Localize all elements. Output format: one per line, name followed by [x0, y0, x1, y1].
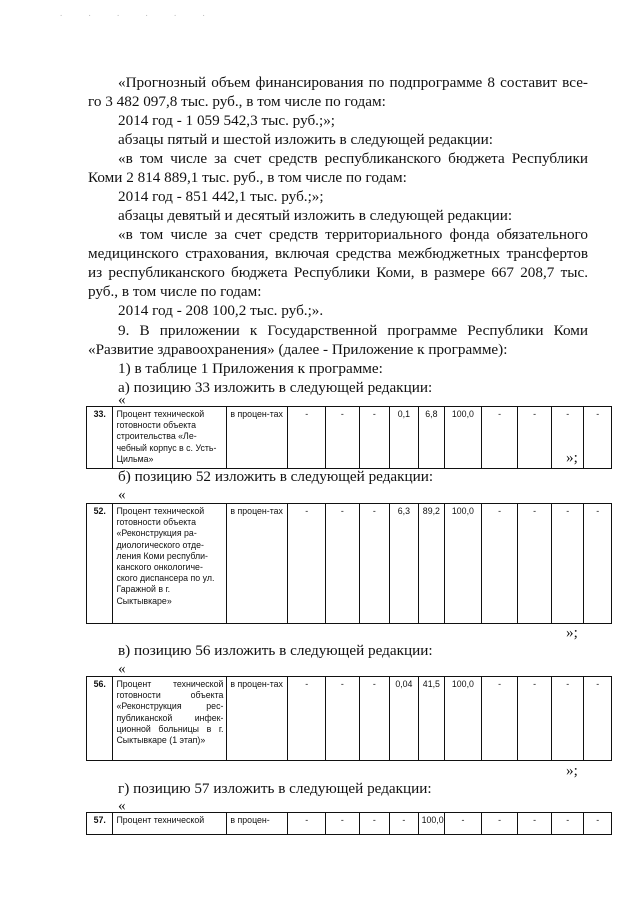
- paragraph-line: «в том числе за счет средств республиканского бюджета Республики: [118, 150, 588, 167]
- open-quote: «: [118, 391, 126, 408]
- value-cell: 0,1: [390, 407, 418, 469]
- paragraph-line: «Прогнозный объем финансирования по подпрограмме 8 составит все-: [118, 74, 588, 91]
- paragraph-line: г) позицию 57 изложить в следующей редакции:: [118, 780, 432, 797]
- paragraph-line: медицинского страхования, включая средства межбюджетных трансфертов: [88, 245, 588, 262]
- open-quote: «: [118, 797, 126, 814]
- close-quote: »;: [566, 624, 578, 641]
- value-cell: 100,0: [445, 504, 482, 624]
- value-cell: -: [481, 407, 518, 469]
- paragraph-line: руб., в том числе по годам:: [88, 283, 262, 300]
- indicator-name: Процент технической готовности объекта строительства «Ле-чебный корпус в с. Усть-Цильма»: [113, 407, 227, 469]
- value-cell: -: [481, 813, 518, 835]
- position-number: 52.: [87, 504, 113, 624]
- paragraph-line: 1) в таблице 1 Приложения к программе:: [118, 360, 383, 377]
- value-cell: -: [551, 677, 584, 761]
- table-row: [87, 677, 612, 761]
- position-number: 33.: [87, 407, 113, 469]
- value-cell: -: [551, 407, 584, 469]
- value-cell: -: [445, 813, 482, 835]
- value-cell: -: [481, 504, 518, 624]
- value-cell: 0,04: [390, 677, 418, 761]
- position-table-52: [86, 503, 612, 624]
- value-cell: -: [518, 504, 552, 624]
- unit-cell: в процен-тах: [227, 504, 288, 624]
- scan-specks: . . . . . .: [60, 8, 217, 18]
- open-quote: «: [118, 660, 126, 677]
- value-cell: -: [518, 813, 552, 835]
- position-number: 56.: [87, 677, 113, 761]
- value-cell: 6,3: [390, 504, 418, 624]
- table-row: [87, 813, 612, 835]
- value-cell: -: [326, 677, 360, 761]
- value-cell: -: [326, 813, 360, 835]
- value-cell: -: [584, 677, 612, 761]
- value-cell: 100,0: [445, 677, 482, 761]
- unit-cell: в процен-: [227, 813, 288, 835]
- paragraph-line: б) позицию 52 изложить в следующей редакции:: [118, 468, 434, 485]
- value-cell: -: [288, 677, 326, 761]
- value-cell: -: [481, 677, 518, 761]
- paragraph-line: «в том числе за счет средств территориального фонда обязательного: [118, 226, 588, 243]
- paragraph-line: го 3 482 097,8 тыс. руб., в том числе по годам:: [88, 93, 386, 110]
- indicator-name: Процент технической готовности объекта «Реконструкция рес-публиканской инфек-ционной больницы в г. Сыктывкаре (1 этап)»: [113, 677, 227, 761]
- value-cell: -: [584, 407, 612, 469]
- paragraph-line: 2014 год - 851 442,1 тыс. руб.;»;: [118, 188, 324, 205]
- value-cell: -: [288, 407, 326, 469]
- paragraph-line: Коми 2 814 889,1 тыс. руб., в том числе по годам:: [88, 169, 407, 186]
- paragraph-line: 9. В приложении к Государственной программе Республики Коми: [118, 322, 588, 339]
- paragraph-line: а) позицию 33 изложить в следующей редакции:: [118, 379, 433, 396]
- value-cell: -: [359, 407, 390, 469]
- open-quote: «: [118, 486, 126, 503]
- unit-cell: в процен-тах: [227, 677, 288, 761]
- value-cell: -: [288, 813, 326, 835]
- value-cell: -: [584, 504, 612, 624]
- paragraph-line: «Развитие здравоохранения» (далее - Приложение к программе):: [88, 341, 508, 358]
- value-cell: -: [551, 504, 584, 624]
- unit-cell: в процен-тах: [227, 407, 288, 469]
- close-quote: »;: [566, 762, 578, 779]
- position-number: 57.: [87, 813, 113, 835]
- paragraph-line: абзацы пятый и шестой изложить в следующей редакции:: [118, 131, 493, 148]
- value-cell: -: [551, 813, 584, 835]
- value-cell: -: [359, 504, 390, 624]
- value-cell: -: [584, 813, 612, 835]
- position-table-57: [86, 812, 612, 835]
- value-cell: -: [359, 677, 390, 761]
- indicator-name: Процент технической: [113, 813, 227, 835]
- value-cell: 100,0: [418, 813, 444, 835]
- table-row: [87, 407, 612, 469]
- value-cell: 41,5: [418, 677, 444, 761]
- value-cell: 100,0: [445, 407, 482, 469]
- value-cell: -: [326, 407, 360, 469]
- paragraph-line: абзацы девятый и десятый изложить в следующей редакции:: [118, 207, 513, 224]
- value-cell: 89,2: [418, 504, 444, 624]
- close-quote: »;: [566, 449, 578, 466]
- value-cell: -: [359, 813, 390, 835]
- paragraph-line: в) позицию 56 изложить в следующей редакции:: [118, 642, 433, 659]
- value-cell: -: [518, 677, 552, 761]
- value-cell: -: [326, 504, 360, 624]
- position-table-56: [86, 676, 612, 761]
- paragraph-line: 2014 год - 208 100,2 тыс. руб.;».: [118, 302, 324, 319]
- value-cell: -: [518, 407, 552, 469]
- indicator-name: Процент технической готовности объекта «Реконструкция ра-диологического отде-ления Коми республи-канского онкологиче-ского диспансера по ул. Гаражной в г. Сыктывкаре»: [113, 504, 227, 624]
- paragraph-line: 2014 год - 1 059 542,3 тыс. руб.;»;: [118, 112, 336, 129]
- value-cell: 6,8: [418, 407, 444, 469]
- paragraph-line: из республиканского бюджета Республики Коми, в размере 667 208,7 тыс.: [88, 264, 588, 281]
- table-row: [87, 504, 612, 624]
- value-cell: -: [288, 504, 326, 624]
- value-cell: -: [390, 813, 418, 835]
- position-table-33: [86, 406, 612, 469]
